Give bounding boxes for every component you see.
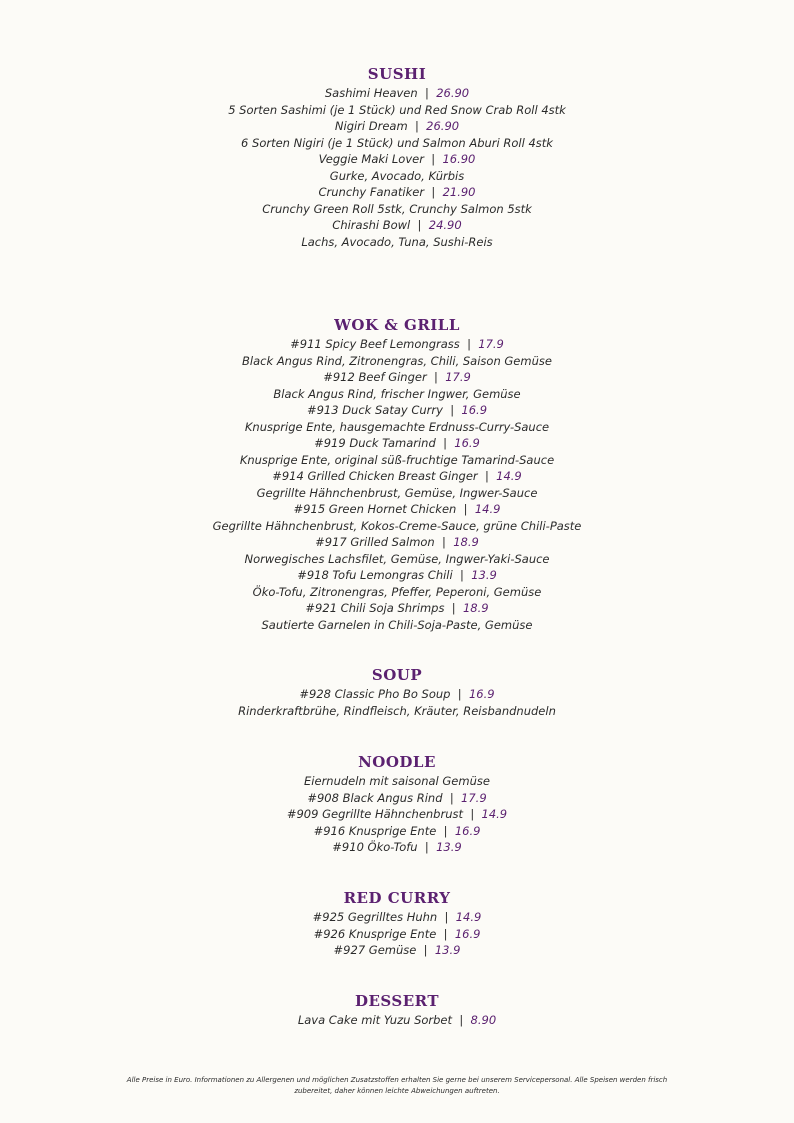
item-description: Gegrillte Hähnchenbrust, Kokos-Creme-Sauce, grüne Chili-Paste <box>212 518 582 533</box>
item-name: #921 Chili Soja Shrimps <box>305 601 445 615</box>
price-separator: | <box>446 403 458 417</box>
item-name: #908 Black Angus Rind <box>307 790 443 805</box>
item-description: Rinderkraftbrühe, Rindfleisch, Kräuter, Reisbandnudeln <box>238 703 556 718</box>
section-title-noodle: NOODLE <box>358 753 436 771</box>
price-separator: | <box>438 535 450 549</box>
price-separator: | <box>413 218 426 232</box>
item-price: 18.9 <box>462 601 489 615</box>
item-price: 16.9 <box>468 687 495 701</box>
item-description: Gurke, Avocado, Kürbis <box>329 168 465 183</box>
item-description: Knusprige Ente, original süß-fruchtige Tamarind-Sauce <box>239 452 555 467</box>
item-description: 5 Sorten Sashimi (je 1 Stück) und Red Snow Crab Roll 4stk <box>228 102 566 117</box>
item-price: 16.90 <box>442 152 476 166</box>
item-description: Black Angus Rind, frischer Ingwer, Gemüse <box>273 386 521 401</box>
menu-item <box>0 823 794 840</box>
item-price: 13.9 <box>436 840 462 854</box>
item-description: Lachs, Avocado, Tuna, Sushi-Reis <box>301 234 493 249</box>
menu-item <box>0 534 794 551</box>
menu-item <box>0 85 794 102</box>
item-name: Sashimi Heaven <box>324 86 418 100</box>
footer-line-2: zubereitet, daher können leichte Abweichungen auftreten. <box>294 1087 500 1095</box>
menu-item <box>0 402 794 419</box>
price-separator: | <box>446 790 458 805</box>
price-separator: | <box>421 86 433 100</box>
item-price: 13.9 <box>471 568 497 582</box>
item-price: 17.9 <box>478 337 504 351</box>
item-price: 16.9 <box>454 926 481 941</box>
section-red-curry <box>0 887 794 959</box>
item-price: 16.9 <box>454 823 481 838</box>
price-separator: | <box>448 601 460 615</box>
section-title-red-curry: RED CURRY <box>343 889 451 907</box>
item-name: #925 Gegrilltes Huhn <box>312 910 438 924</box>
item-name: #916 Knusprige Ente <box>313 823 437 838</box>
item-description: Norwegisches Lachsfilet, Gemüse, Ingwer-Yaki-Sauce <box>244 551 550 566</box>
menu-item <box>0 118 794 135</box>
section-title-sushi: SUSHI <box>367 65 427 83</box>
price-separator: | <box>420 943 432 957</box>
item-price: 8.90 <box>470 1013 497 1027</box>
item-price: 26.90 <box>426 119 460 133</box>
menu-item <box>0 501 794 518</box>
item-price: 21.90 <box>442 185 476 199</box>
price-separator: | <box>456 568 468 582</box>
menu-item <box>0 151 794 168</box>
menu-item <box>0 217 794 234</box>
item-name: #910 Öko-Tofu <box>332 840 418 854</box>
menu-item <box>0 600 794 617</box>
item-price: 14.9 <box>474 502 501 516</box>
price-separator: | <box>421 840 433 854</box>
item-name: Lava Cake mit Yuzu Sorbet <box>297 1013 453 1027</box>
price-separator: | <box>439 926 452 941</box>
section-dessert <box>0 990 794 1029</box>
item-name: #912 Beef Ginger <box>323 370 427 384</box>
item-price: 14.9 <box>455 910 482 924</box>
item-description: 6 Sorten Nigiri (je 1 Stück) und Salmon Aburi Roll 4stk <box>241 135 553 150</box>
section-soup <box>0 664 794 719</box>
price-separator: | <box>411 119 423 133</box>
item-name: #918 Tofu Lemongras Chili <box>297 568 453 582</box>
menu-item <box>0 184 794 201</box>
menu-item <box>0 369 794 386</box>
item-price: 14.9 <box>496 469 522 483</box>
section-title-dessert: DESSERT <box>354 992 440 1010</box>
price-separator: | <box>455 1013 467 1027</box>
item-price: 26.90 <box>436 86 470 100</box>
item-name: #917 Grilled Salmon <box>315 535 435 549</box>
item-price: 17.9 <box>461 790 487 805</box>
item-name: #913 Duck Satay Curry <box>306 403 443 417</box>
menu-item <box>0 942 794 959</box>
item-name: Veggie Maki Lover <box>318 152 424 166</box>
price-separator: | <box>440 910 453 924</box>
item-description: Gegrillte Hähnchenbrust, Gemüse, Ingwer-Sauce <box>256 485 538 500</box>
menu-item <box>0 839 794 856</box>
section-title-soup: SOUP <box>371 666 423 684</box>
menu-item <box>0 926 794 943</box>
section-noodle <box>0 751 794 856</box>
price-separator: | <box>439 436 451 450</box>
menu-item <box>0 909 794 926</box>
price-separator: | <box>427 185 439 199</box>
item-description: Öko-Tofu, Zitronengras, Pfeffer, Peperoni, Gemüse <box>252 584 542 599</box>
price-separator: | <box>459 502 472 516</box>
price-separator: | <box>466 807 478 821</box>
price-separator: | <box>454 687 466 701</box>
item-description: Knusprige Ente, hausgemachte Erdnuss-Curry-Sauce <box>244 419 550 434</box>
item-name: #911 Spicy Beef Lemongrass <box>290 337 460 351</box>
item-name: #927 Gemüse <box>333 943 417 957</box>
item-name: #915 Green Hornet Chicken <box>293 502 457 516</box>
item-description: Black Angus Rind, Zitronengras, Chili, Saison Gemüse <box>242 353 552 368</box>
item-name: Chirashi Bowl <box>332 218 411 232</box>
section-sushi <box>0 63 794 250</box>
menu-item <box>0 790 794 807</box>
menu-item <box>0 686 794 703</box>
menu-item <box>0 806 794 823</box>
price-separator: | <box>430 370 442 384</box>
footer-line-1: Alle Preise in Euro. Informationen zu Allergenen und möglichen Zusatzstoffen erhalten Sie gerne bei unserem Servicepersonal. Alle Speisen werden frisch <box>126 1076 668 1084</box>
menu-item <box>0 567 794 584</box>
item-name: #926 Knusprige Ente <box>313 926 437 941</box>
item-price: 17.9 <box>445 370 471 384</box>
item-name: #914 Grilled Chicken Breast Ginger <box>272 469 478 483</box>
menu-item <box>0 435 794 452</box>
price-separator: | <box>481 469 493 483</box>
item-description: Crunchy Green Roll 5stk, Crunchy Salmon 5stk <box>262 201 532 216</box>
item-price: 24.90 <box>428 218 462 232</box>
item-price: 13.9 <box>434 943 461 957</box>
item-description: Sautierte Garnelen in Chili-Soja-Paste, Gemüse <box>261 617 533 632</box>
item-price: 18.9 <box>453 535 479 549</box>
menu-item <box>0 1012 794 1029</box>
item-name: Nigiri Dream <box>334 119 408 133</box>
price-separator: | <box>463 337 475 351</box>
item-name: #928 Classic Pho Bo Soup <box>299 687 451 701</box>
menu-item <box>0 336 794 353</box>
section-wok-grill <box>0 314 794 633</box>
section-title-wok-grill: WOK & GRILL <box>334 316 460 334</box>
menu-item <box>0 468 794 485</box>
footer-disclaimer <box>60 1075 734 1097</box>
item-name: #909 Gegrillte Hähnchenbrust <box>286 807 464 821</box>
item-name: #919 Duck Tamarind <box>314 436 436 450</box>
item-price: 14.9 <box>481 807 508 821</box>
item-name: Crunchy Fanatiker <box>318 185 425 199</box>
price-separator: | <box>427 152 439 166</box>
section-intro: Eiernudeln mit saisonal Gemüse <box>304 774 490 788</box>
item-price: 16.9 <box>461 403 488 417</box>
item-price: 16.9 <box>454 436 480 450</box>
price-separator: | <box>439 823 452 838</box>
